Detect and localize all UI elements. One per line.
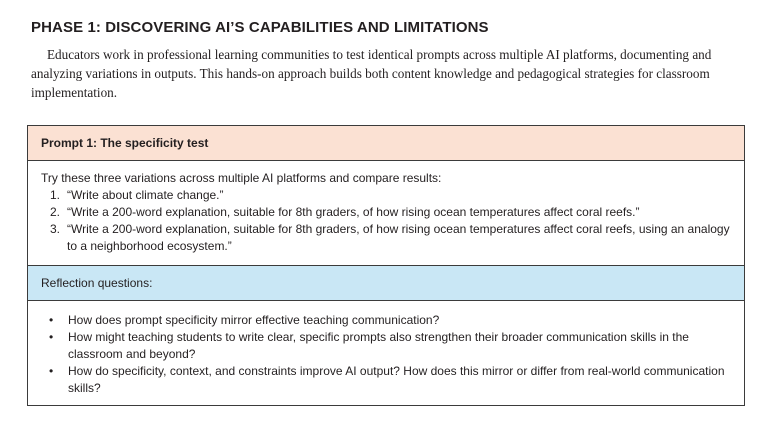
intro-paragraph: Educators work in professional learning communities to test identical prompts across multiple AI platforms, documenting and analyzing variations in outputs. This hands-on approach builds both content knowledge and pedagogical strategies for classroom implementation. xyxy=(31,47,712,100)
reflection-header xyxy=(28,266,744,301)
question-text: How might teaching students to write clear, specific prompts also strengthen their broader communication skills in the classroom and beyond? xyxy=(68,330,689,361)
prompt-variation-item xyxy=(41,204,730,221)
reflection-question-item xyxy=(41,312,730,329)
prompt-title: Prompt 1: The specificity test xyxy=(41,136,209,150)
question-text: How do specificity, context, and constraints improve AI output? How does this mirror or differ from real-world communication skills? xyxy=(68,364,725,395)
bullet-icon: • xyxy=(49,364,54,378)
prompt-instructions: Try these three variations across multiple AI platforms and compare results: xyxy=(41,171,442,185)
item-number: 3. xyxy=(50,222,61,236)
item-number: 2. xyxy=(50,205,61,219)
section-heading: PHASE 1: DISCOVERING AI’S CAPABILITIES AND LIMITATIONS xyxy=(31,19,489,36)
item-text: “Write about climate change.” xyxy=(67,188,224,202)
item-number: 1. xyxy=(50,188,61,202)
reflection-title: Reflection questions: xyxy=(41,276,153,290)
reflection-question-item xyxy=(41,329,730,363)
reflection-questions-list xyxy=(41,312,730,397)
item-text: “Write a 200-word explanation, suitable for 8th graders, of how rising ocean temperatures affect coral reefs, using an analogy to a neighborhood ecosystem.” xyxy=(67,222,730,253)
bullet-icon: • xyxy=(49,313,54,327)
prompt-body xyxy=(28,161,744,266)
reflection-body xyxy=(28,301,744,405)
item-text: “Write a 200-word explanation, suitable for 8th graders, of how rising ocean temperatures affect coral reefs.” xyxy=(67,205,640,219)
prompt-variations-list xyxy=(41,187,730,255)
reflection-question-item xyxy=(41,363,730,397)
bullet-icon: • xyxy=(49,330,54,344)
prompt-variation-item xyxy=(41,221,730,255)
prompt-variation-item xyxy=(41,187,730,204)
prompt-activity-box xyxy=(27,125,745,406)
question-text: How does prompt specificity mirror effective teaching communication? xyxy=(68,313,440,327)
prompt-header xyxy=(28,126,744,161)
